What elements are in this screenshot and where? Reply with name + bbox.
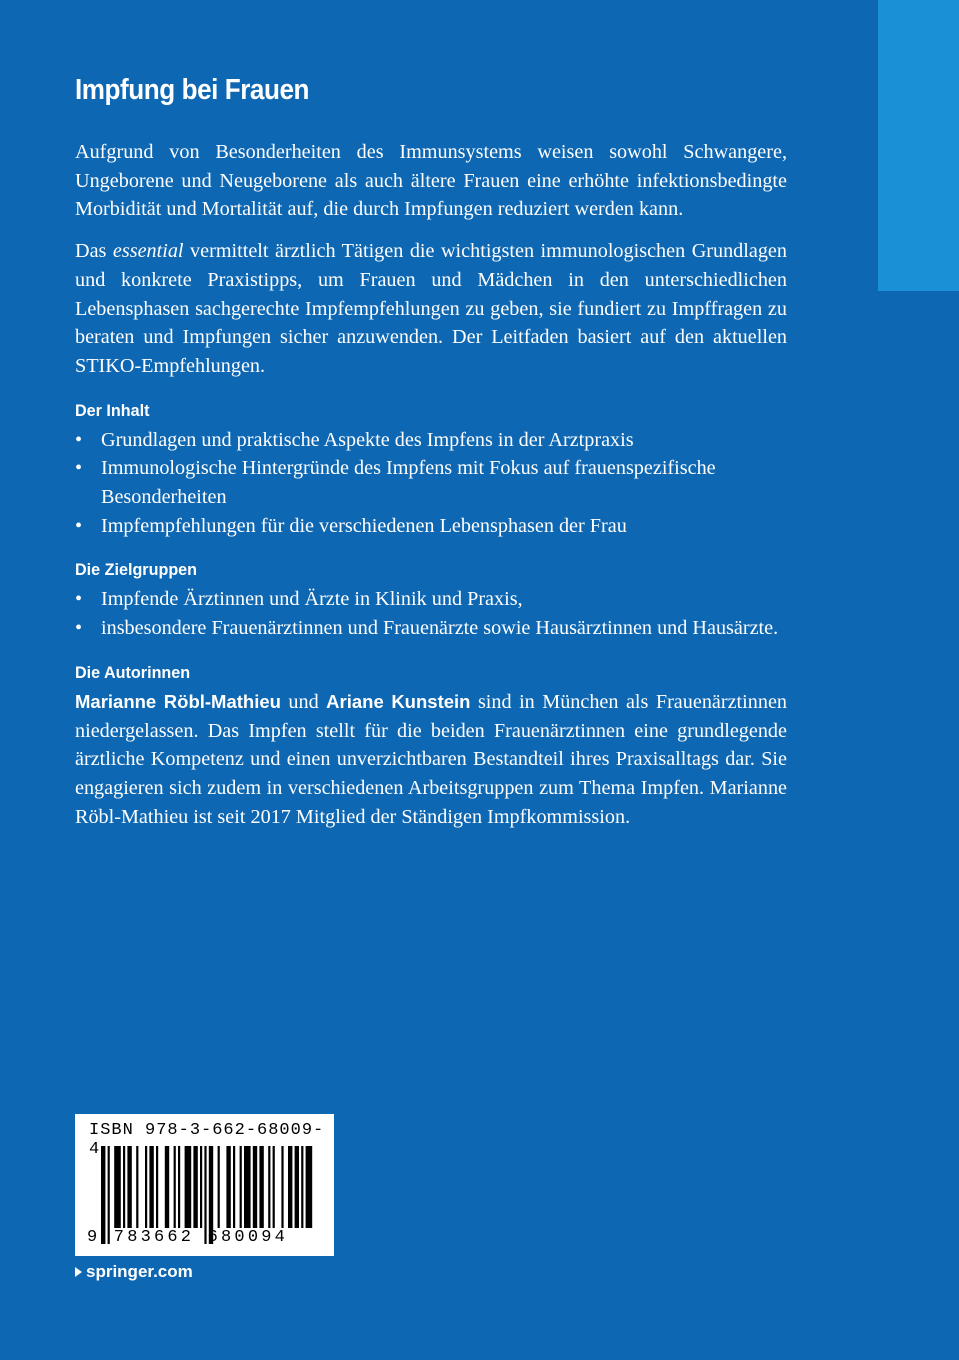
barcode-bar [174,1146,176,1228]
barcode-bar [127,1146,131,1228]
barcode-bar [156,1146,158,1228]
book-title: Impfung bei Frauen [75,74,310,106]
side-color-tab [878,0,959,291]
back-cover-text [75,70,787,844]
barcode-bar [233,1146,235,1228]
list-item: • Grundlagen und praktische Aspekte des Impfens in der Arztpraxis [75,426,787,455]
list-item: • Immunologische Hintergründe des Impfens mit Fokus auf frauenspezifische Besonderheiten [75,454,787,511]
barcode-bar [259,1146,263,1228]
barcode-bar [240,1146,242,1228]
section-heading-inhalt: Der Inhalt [75,400,150,420]
barcode-bar [253,1146,257,1228]
arrow-right-icon [75,1267,82,1277]
barcode-bar [200,1146,202,1228]
barcode-bar [306,1146,313,1228]
barcode-bar [288,1146,292,1228]
barcode-bar [244,1146,251,1228]
barcode-bar [273,1146,275,1228]
author-name-2: Ariane Kunstein [326,690,471,712]
section-heading-autorinnen: Die Autorinnen [75,662,191,682]
intro-p2-start: Das [75,240,113,263]
springer-link[interactable] [75,1262,193,1282]
barcode-bar [268,1146,270,1228]
barcode-bar [114,1146,121,1228]
barcode-digits: 9 783662 680094 [87,1228,289,1247]
barcode-bar [218,1146,220,1228]
intro-p2-rest: vermittelt ärztlich Tätigen die wichtigsten immunologischen Grundlagen und konkrete Praxistipps, um Frauen und Mädchen in den unterschiedlichen Lebensphasen sachgerechte Impfempfehlungen zu geben, sie fundiert zu Impffragen zu beraten und Impfungen sicher anzuwenden. Der Leitfaden basiert auf den aktuellen STIKO-Empfehlungen. [75,240,787,377]
barcode-bar [145,1146,147,1228]
intro-paragraph-1: Aufgrund von Besonderheiten des Immunsystems weisen sowohl Schwangere, Ungeborene und Neugeborene als auch ältere Frauen eine erhöhte infektionsbedingte Morbidität und Mortalität auf, die durch Impfungen reduziert werden kann. [75,141,787,221]
barcode-bar [281,1146,283,1228]
list-item: • insbesondere Frauenärztinnen und Frauenärzte sowie Hausärztinnen und Hausärzte. [75,614,787,643]
barcode-bar [136,1146,138,1228]
author-name-1: Marianne Röbl-Mathieu [75,690,281,712]
intro-paragraph-2 [75,237,787,381]
barcode-bar [295,1146,299,1228]
authors-connector: und [280,690,327,713]
section-heading-zielgruppen: Die Zielgruppen [75,560,198,580]
barcode-bar [123,1146,125,1228]
authors-bio: sind in München als Frauenärztinnen niedergelassen. Das Impfen stellt für die beiden Frauenärztinnen eine grundlegende ärztliche Kompetenz und einen unverzichtbaren Bestandteil ihres Praxisalltags dar. Sie engagieren sich zudem in verschiedenen Arbeitsgruppen zum Thema Impfen. Marianne Röbl-Mathieu ist seit 2017 Mitglied der Ständigen Impfkommission. [75,690,788,828]
authors-paragraph [75,688,787,832]
isbn-number: ISBN 978-3-662-68009-4 [89,1121,325,1159]
inhalt-list [75,426,787,541]
barcode-bar [165,1146,169,1228]
barcode-bar [185,1146,192,1228]
zielgruppen-list [75,585,787,642]
isbn-barcode [75,1114,334,1256]
list-item: • Impfempfehlungen für die verschiedenen Lebensphasen der Frau [75,512,787,541]
barcode-bar [178,1146,180,1228]
barcode-bar [226,1146,230,1228]
barcode-bar [149,1146,153,1228]
barcode-bar [193,1146,197,1228]
essential-word: essential [112,240,184,263]
springer-link-text: springer.com [86,1262,193,1281]
barcode-bar [301,1146,303,1228]
list-item: • Impfende Ärztinnen und Ärzte in Klinik und Praxis, [75,585,787,614]
